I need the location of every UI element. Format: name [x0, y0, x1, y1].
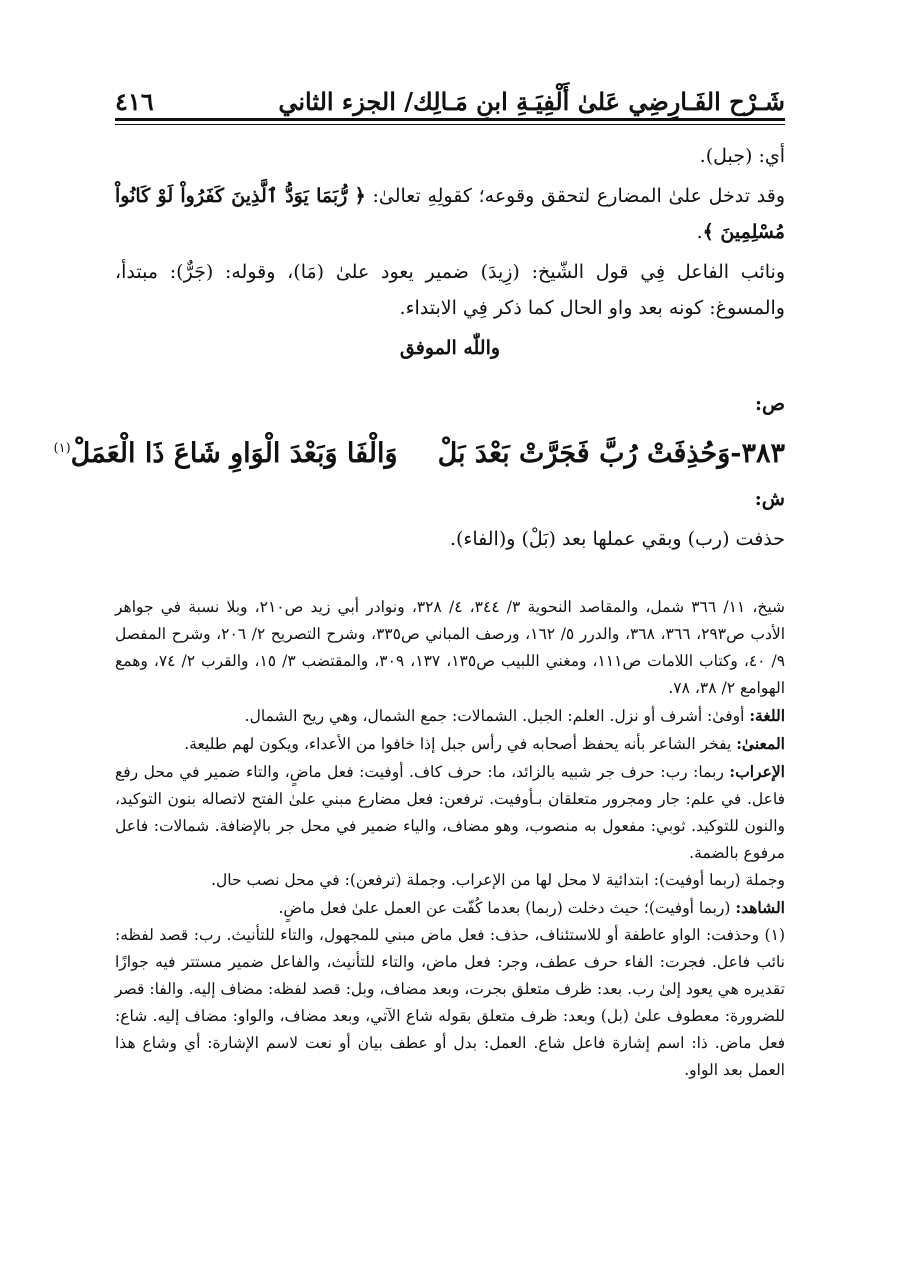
footnote-shahid [115, 894, 785, 922]
paragraph: أي: (جبل). [699, 145, 785, 167]
closing-heading: واللّٰه الموفق [399, 337, 501, 359]
irab-text: ربما: رب: حرف جر شبيه بالزائد، ما: حرف كاف. أوفيت: فعل ماضٍ، والتاء ضمير في محل رفع فاعل. في علم: جار ومجرور متعلقان بـأوفيت. ترفعن: فعل مضارع مبني علىٰ الفتح لاتصاله بنون التوكيد، والنون للتوكيد. ثوبي: مفعول به منصوب، وهو مضاف، والياء ضمير في محل جر بالإضافة. شمالات: فاعل مرفوع بالضمة. [115, 763, 785, 862]
shahid-text: (ربما أوفيت)؛ حيث دخلت (ربما) بعدما كُفّت عن العمل علىٰ فعل ماضٍ. [278, 899, 736, 917]
footnote-jumla: وجملة (ربما أوفيت): ابتدائية لا محل لها من الإعراب. وجملة (ترفعن): في محل نصب حال. [211, 871, 785, 889]
paragraph-end: . [696, 221, 703, 243]
paragraph [115, 178, 785, 250]
shin-label: ش: [754, 488, 785, 510]
poetry-verse [53, 426, 785, 477]
paragraph-text: وقد تدخل علىٰ المضارع لتحقق وقوعه؛ كقولِهِ تعالىٰ: [365, 185, 785, 207]
verse-second-hemistich: وَالْفَا وَبَعْدَ الْوَاوِ شَاعَ ذَا الْعَمَلْ [70, 438, 398, 469]
lugha-label: اللغة: [749, 706, 785, 725]
header-title: شَـرْح الفَـارِضِي عَلىٰ أَلْفِيَـةِ ابنِ مَـالِك/ الجزء الثاني [278, 87, 785, 116]
footnote-1: (١) وحذفت: الواو عاطفة أو للاستئناف، حذف: فعل ماض مبني للمجهول، والتاء للتأنيث. رب: قصد لفظه: نائب فاعل. فجرت: الفاء حرف عطف، وجر: فعل ماض، والتاء للتأنيث، والفاعل ضمير مستتر فيه جوازًا تقديره هي يعود إلىٰ رب. بعد: ظرف متعلق بجرت، وبعد مضاف، وبل: قصد لفظه: مضاف إليه. والفا: قصر للضرورة: معطوف علىٰ (بل) وبعد: ظرف متعلق بقوله شاع الآتي، وبعد مضاف، والواو: مضاف إليه. شاع: فعل ماض. ذا: اسم إشارة فاعل شاع. العمل: بدل أو عطف بيان أو نعت لاسم الإشارة: أي وشاع هذا العمل بعد الواو. [115, 926, 785, 1079]
page-number: ٤١٦ [115, 87, 154, 116]
header-rule-thin [115, 124, 785, 125]
footnote-irab [115, 758, 785, 867]
footnote-lugha [115, 702, 785, 730]
lugha-text: أوفىٰ: أشرف أو نزل. العلم: الجبل. الشمالات: جمع الشمال، وهي ريح الشمال. [244, 707, 750, 725]
footnote-meaning [115, 730, 785, 758]
meaning-text: يفخر الشاعر بأنه يحفظ أصحابه في رأس جبل إذا خافوا من الأعداء، ويكون لهم طليعة. [184, 735, 737, 753]
paragraph: ونائب الفاعل فِي قول الشّيخ: (زِيدَ) ضمير يعود علىٰ (مَا)، وقوله: (جَرٌّ): مبتدأ، والمسوغ: كونه بعد واو الحال كما ذكر فِي الابتداء. [115, 261, 785, 319]
shahid-label: الشاهد: [735, 898, 785, 917]
footnote-references: شيخ، ١١/ ٣٦٦ شمل، والمقاصد النحوية ٣/ ٣٤٤، ٤/ ٣٢٨، ونوادر أبي زيد ص٢١٠، وبلا نسبة في جواهر الأدب ص٢٩٣، ٣٦٦، ٣٦٨، والدرر ٥/ ١٦٢، ورصف المباني ص٣٣٥، وشرح التصريح ٢/ ٢٠٦، وشرح المفصل ٩/ ٤٠، وكتاب اللامات ص١١١، ومغني اللبيب ص١٣٥، ١٣٧، ٣٠٩، والمقتضب ٣/ ١٥، والقرب ٢/ ٧٤، وهمع الهوامع ٢/ ٣٨، ٧٨. [115, 598, 786, 697]
footnote-marker: (١) [53, 441, 71, 456]
meaning-label: المعنىٰ: [736, 734, 785, 753]
sad-label: ص: [755, 393, 785, 415]
explanation: حذفت (رب) وبقي عملها بعد (بَلْ) و(الفاء). [449, 528, 785, 550]
main-text [53, 138, 785, 561]
irab-label: الإعراب: [729, 762, 785, 781]
quran-verse: ﴿ رُّبَمَا يَوَدُّ ٱلَّذِينَ كَفَرُواْ لَوْ كَانُواْ مُسْلِمِينَ ﴾ [115, 185, 785, 243]
verse-first-hemistich: ٣٨٣-وَحُذِفَتْ رُبَّ فَجَرَّتْ بَعْدَ بَلْ [437, 438, 785, 469]
running-header [115, 72, 785, 116]
header-rule-thick [115, 118, 785, 121]
footnotes [115, 594, 785, 1084]
